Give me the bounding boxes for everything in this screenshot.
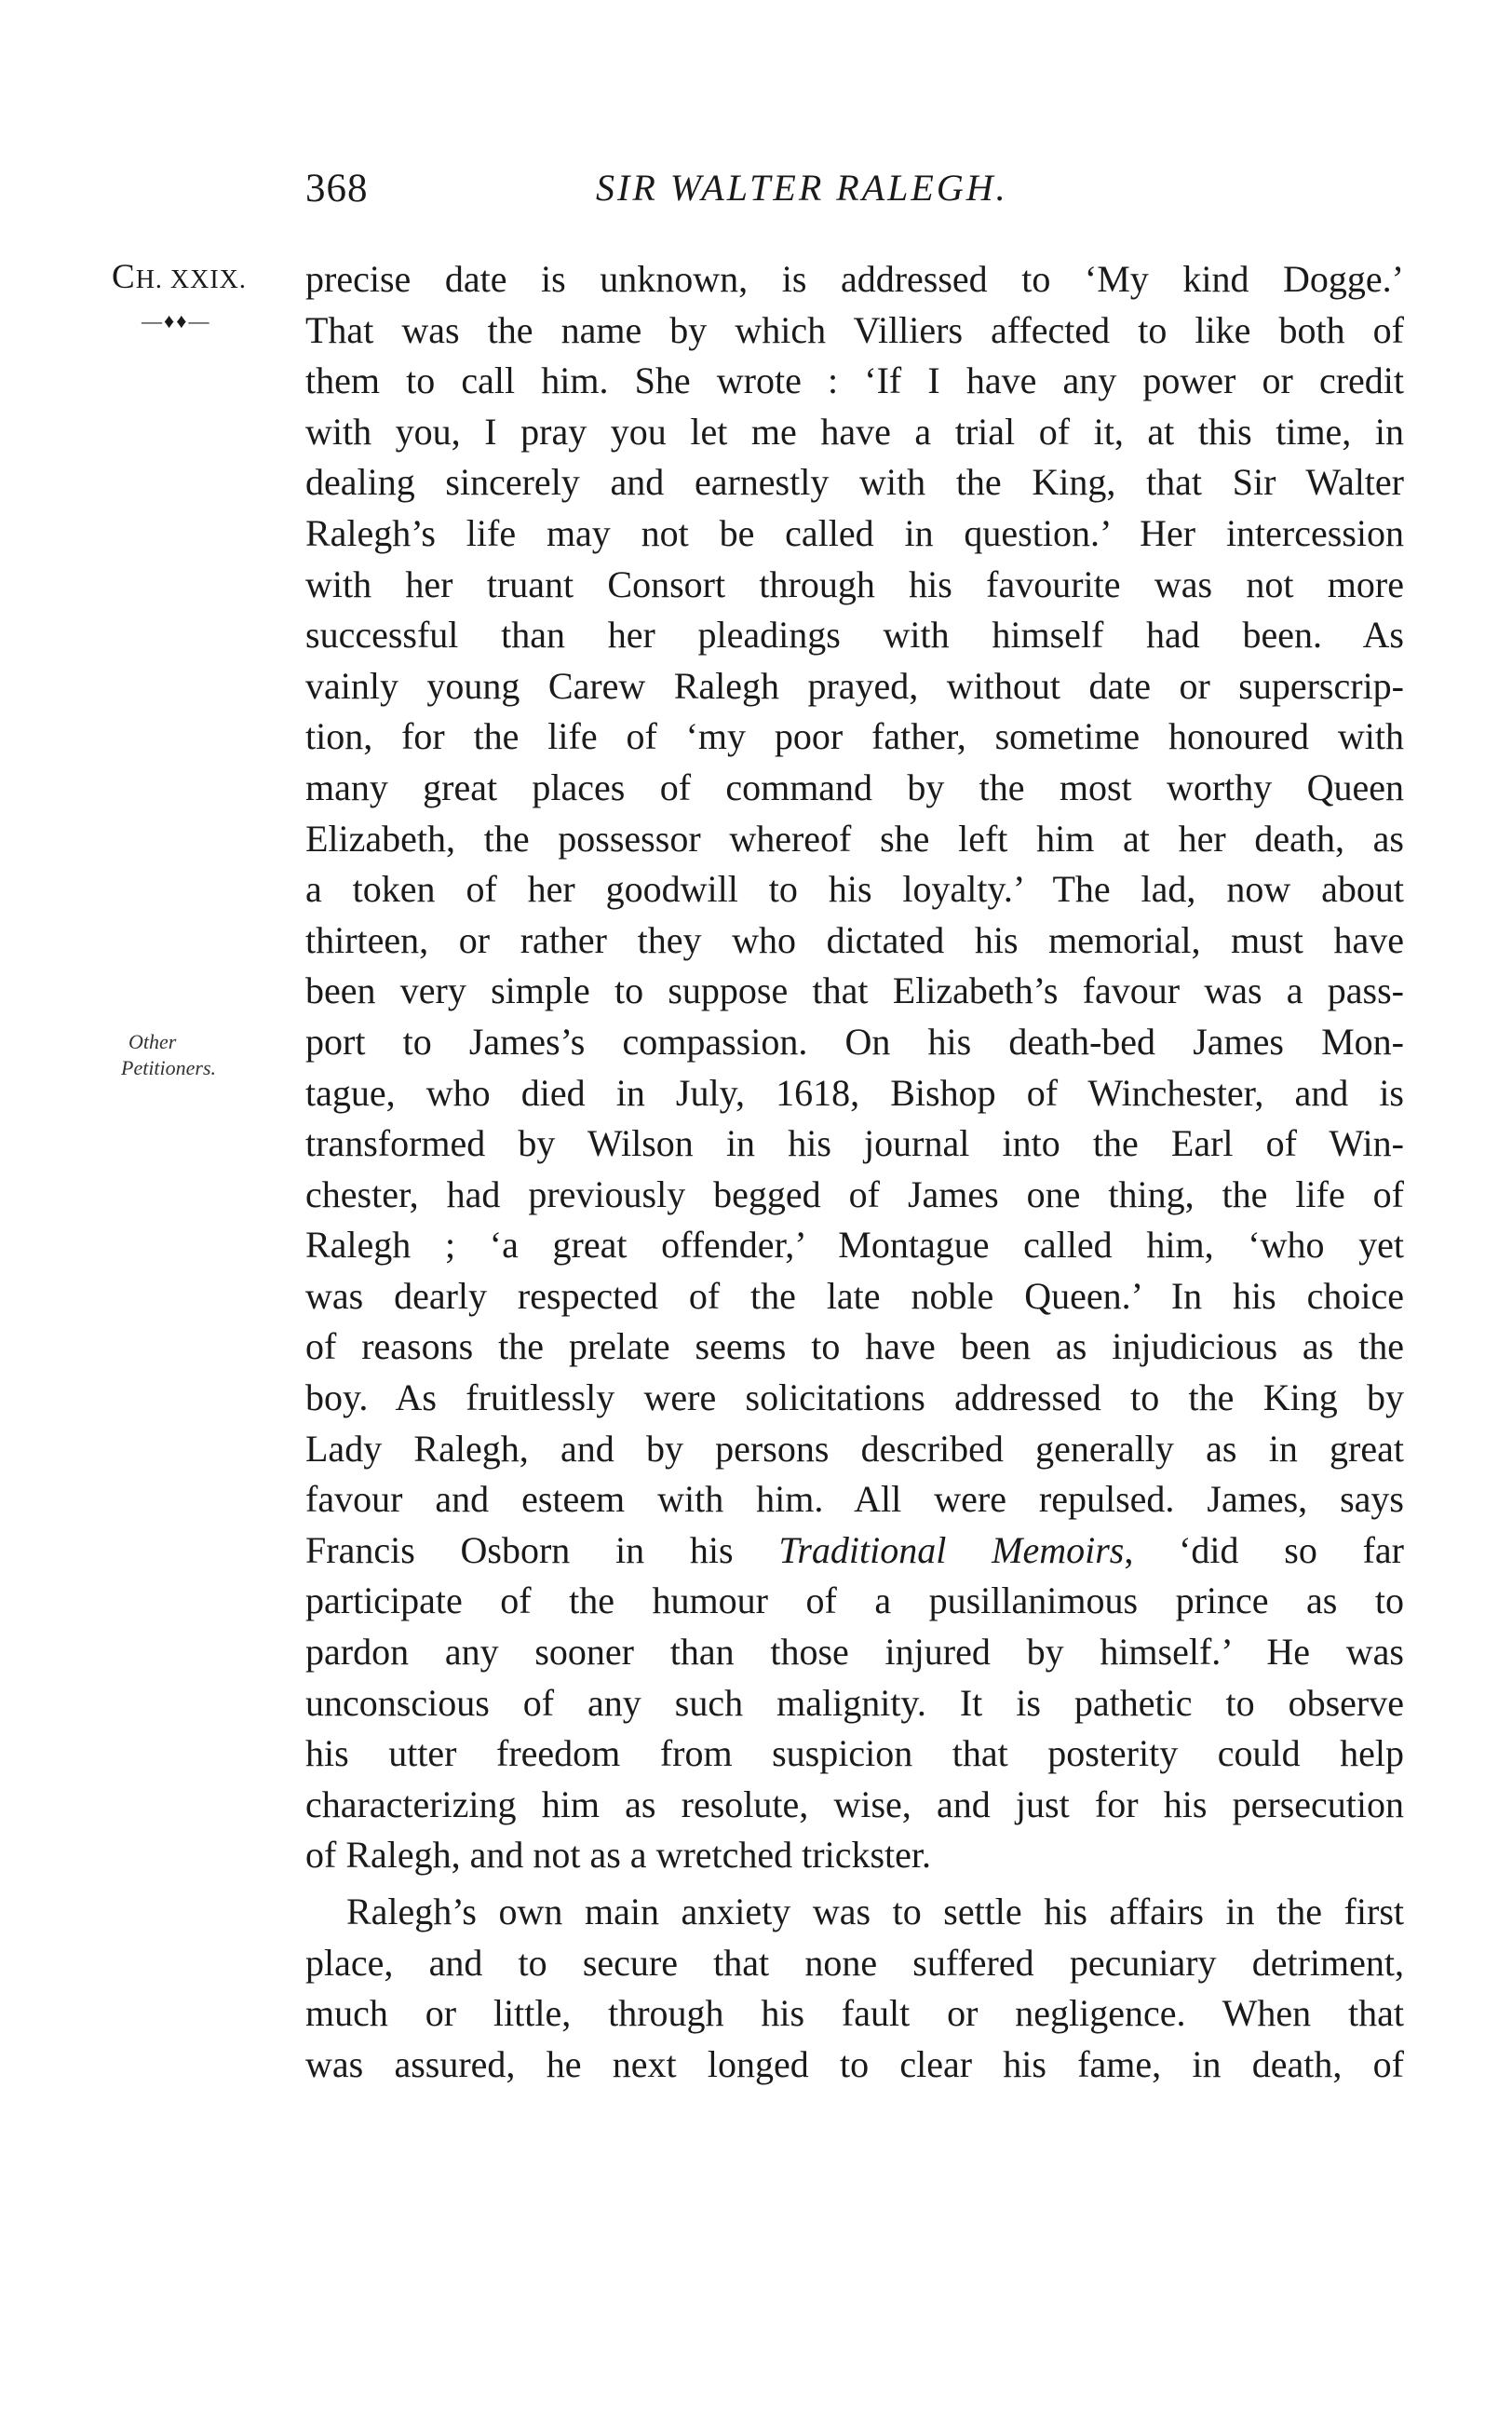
text-line: unconscious of any such malignity. It is pathetic to observe xyxy=(305,1681,1404,1724)
text-line: was assured, he next longed to clear his fame, in death, of xyxy=(305,2042,1404,2085)
text-line: pardon any sooner than those injured by himself.’ He was xyxy=(305,1631,1404,1674)
text-line: Elizabeth, the possessor whereof she left him at her death, as xyxy=(305,817,1404,860)
text-line: of reasons the prelate seems to have been as injudicious as the xyxy=(305,1325,1404,1368)
sidenote-line: Petitioners. xyxy=(121,1056,217,1079)
text-line: been very simple to suppose that Elizabeth’s favour was a pass- xyxy=(305,969,1404,1012)
text-line: a token of her goodwill to his loyalty.’ The lad, now about xyxy=(305,868,1404,911)
sidenote-line: Other xyxy=(128,1030,177,1053)
text-line: That was the name by which Villiers affected to like both of xyxy=(305,308,1404,351)
running-head xyxy=(305,166,1406,222)
body-text xyxy=(305,254,1404,2090)
text-line: port to James’s compassion. On his death-bed James Mon- xyxy=(305,1020,1404,1063)
text-line: many great places of command by the most worthy Queen xyxy=(305,766,1404,808)
margin-sidenote xyxy=(121,1029,217,1081)
text-line: Ralegh ; ‘a great offender,’ Montague called him, ‘who yet xyxy=(305,1224,1404,1267)
text-line: with you, I pray you let me have a trial of it, at this time, in xyxy=(305,410,1404,453)
text-line: transformed by Wilson in his journal into the Earl of Win- xyxy=(305,1122,1404,1165)
running-title: SIR WALTER RALEGH. xyxy=(596,167,1008,209)
text-line: thirteen, or rather they who dictated his memorial, must have xyxy=(305,918,1404,961)
text-line: of Ralegh, and not as a wretched trickster. xyxy=(305,1834,931,1877)
chapter-prefix: C xyxy=(112,258,136,296)
text-line: with her truant Consort through his favourite was not more xyxy=(305,563,1404,605)
text-line: his utter freedom from suspicion that posterity could help xyxy=(305,1732,1404,1775)
ornament-dash: —♦♦— xyxy=(142,309,211,332)
text-line: Lady Ralegh, and by persons described generally as in great xyxy=(305,1427,1404,1470)
text-line: successful than her pleadings with himself had been. As xyxy=(305,614,1404,657)
text-line: dealing sincerely and earnestly with the King, that Sir Walter xyxy=(305,461,1404,504)
text-line: precise date is unknown, is addressed to ‘My kind Dogge.’ xyxy=(305,258,1404,300)
text-line: Ralegh’s life may not be called in question.’ Her intercession xyxy=(305,511,1404,554)
text-line: favour and esteem with him. All were repulsed. James, says xyxy=(305,1478,1404,1521)
text-line: chester, had previously begged of James one thing, the life of xyxy=(305,1173,1404,1215)
text-line: was dearly respected of the late noble Queen.’ In his choice xyxy=(305,1274,1404,1317)
paragraph-2 xyxy=(305,1887,1404,2090)
text-line-osborn xyxy=(305,1525,1404,1577)
chapter-label xyxy=(112,257,247,297)
text-line: boy. As fruitlessly were solicitations addressed to the King by xyxy=(305,1376,1404,1419)
page-number: 368 xyxy=(305,167,369,210)
text-line: vainly young Carew Ralegh prayed, without date or superscrip- xyxy=(305,664,1404,707)
text-line: much or little, through his fault or negligence. When that xyxy=(305,1992,1404,2035)
text-line: tion, for the life of ‘my poor father, sometime honoured with xyxy=(305,715,1404,758)
paragraph-1 xyxy=(305,254,1404,1881)
text-line: tague, who died in July, 1618, Bishop of Winchester, and is xyxy=(305,1071,1404,1114)
text-line: place, and to secure that none suffered pecuniary detriment, xyxy=(305,1941,1404,1984)
book-title-italic: Traditional Memoirs xyxy=(778,1528,1125,1571)
text-line: participate of the humour of a pusillanimous prince as to xyxy=(305,1579,1404,1622)
osborn-text-after: , ‘did so far xyxy=(1124,1528,1404,1571)
text-line: characterizing him as resolute, wise, and just for his persecution xyxy=(305,1783,1404,1825)
text-line: Ralegh’s own main anxiety was to settle his affairs in the first xyxy=(346,1891,1404,1932)
osborn-text-before: Francis Osborn in his xyxy=(305,1528,779,1571)
text-line: them to call him. She wrote : ‘If I have any power or credit xyxy=(305,359,1404,402)
chapter-number: H. XXIX. xyxy=(135,265,247,294)
